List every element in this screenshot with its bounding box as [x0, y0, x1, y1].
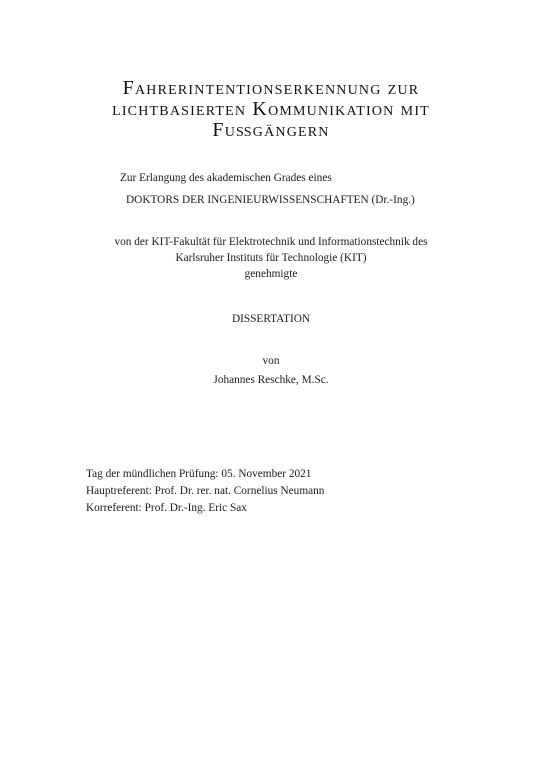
- faculty-line-3: genehmigte: [244, 268, 298, 280]
- exam-date: Tag der mündlichen Prüfung: 05. November 2021: [86, 468, 312, 480]
- co-referee: Korreferent: Prof. Dr.-Ing. Eric Sax: [86, 502, 247, 514]
- main-referee: Hauptreferent: Prof. Dr. rer. nat. Cornelius Neumann: [86, 485, 325, 497]
- degree-intro: Zur Erlangung des akademischen Grades eines: [120, 172, 332, 184]
- title-line-3: Fußgängern: [212, 119, 330, 141]
- author-by: von: [262, 355, 280, 367]
- faculty-line-1: von der KIT-Fakultät für Elektrotechnik und Informationstechnik des: [114, 236, 428, 248]
- degree-name: DOKTORS DER INGENIEURWISSENSCHAFTEN (Dr.-Ing.): [126, 194, 415, 206]
- author-name: Johannes Reschke, M.Sc.: [213, 374, 329, 386]
- title-line-2: lichtbasierten Kommunikation mit: [112, 98, 430, 120]
- document-type: DISSERTATION: [231, 313, 311, 325]
- dissertation-title: [60, 78, 482, 141]
- faculty-line-2: Karlsruher Instituts für Technologie (KIT): [175, 252, 367, 264]
- title-line-1: Fahrerintentionserkennung zur: [122, 77, 420, 99]
